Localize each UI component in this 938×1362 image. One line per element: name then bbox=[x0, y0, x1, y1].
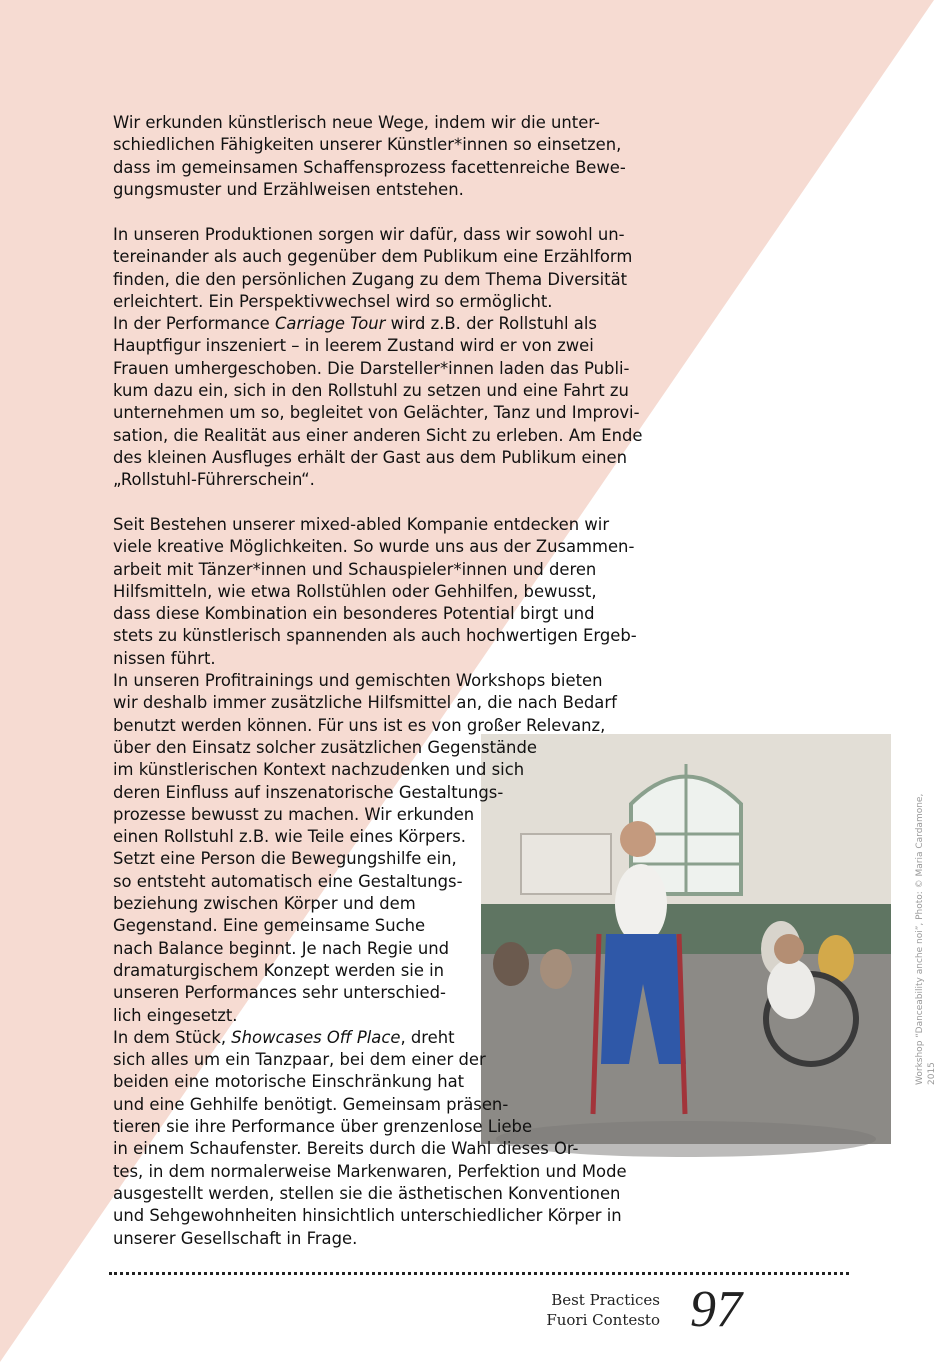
performance-title-carriage-tour: Carriage Tour bbox=[274, 314, 386, 334]
footer-line-1: Best Practices bbox=[551, 1291, 660, 1309]
footer-line-2: Fuori Contesto bbox=[546, 1311, 660, 1329]
performance-title-showcases-off-place: Showcases Off Place bbox=[231, 1027, 401, 1047]
paragraph-1: Wir erkunden künstlerisch neue Wege, indem wir die unter- schiedlichen Fähigkeiten unserer Künstler*innen so einsetzen, dass im gemeinsamen Schaffensprozess facettenreiche Bewe- gungsmuster und Erzählweisen entstehen. bbox=[113, 113, 626, 199]
paragraph-3: Seit Bestehen unserer mixed-abled Kompanie entdecken wir viele kreative Möglichkeiten. So wurde uns aus der Zusammen- arbeit mit Tänzer*innen und Schauspieler*innen und deren Hilfsmitteln, wie etwa Rollstühlen oder Gehhilfen, bewusst, dass diese Kombination ein besonderes Potential birgt und stets zu künstlerisch spannenden als auch hochwertigen Ergeb- nissen führt. In unseren Profitrainings und gemischten Workshops bieten wir deshalb immer zusätzliche Hilfsmittel an, die nach Bedarf benutzt werden können. Für uns ist es von großer Relevanz, über den Einsatz solcher zusätzlichen Gegenstände im künstlerischen Kontext nachzudenken und sich deren Einfluss auf inszenatorische Gestaltungs- prozesse bewusst zu machen. Wir erkunden einen Rollstuhl z.B. wie Teile eines Körpers. Setzt eine Person die Bewegungshilfe ein, so entsteht automatisch eine Gestaltungs- beziehung zwischen Körper und dem Gegenstand. Eine gemeinsame Suche nach Balance beginnt. Je nach Regie und dramaturgischem Konzept werden sie in unseren Performances sehr unterschied- lich eingesetzt. In dem Stück, Showcases Off Place, dreht sich alles um ein Tanzpaar, bei dem einer der beiden eine motorische Einschränkung hat und eine Gehhilfe benötigt. Gemeinsam präsen- tieren sie ihre Performance über grenzenlose Liebe in einem Schaufenster. Bereits durch die Wahl dieses Or- tes, in dem normalerweise Markenwaren, Perfektion und Mode ausgestellt werden, stellen sie die ästhetischen Konventionen und Sehgewohnheiten hinsichtlich unterschiedlicher Körper in unserer Gesellschaft in Frage. bbox=[113, 515, 637, 1248]
photo-credit: Workshop “Danceability anche noi”, Photo: © Maria Cardamone, 2015 bbox=[915, 793, 937, 1085]
paragraph-2: In unseren Produktionen sorgen wir dafür, dass wir sowohl un- tereinander als auch gegenüber dem Publikum eine Erzählform finden, die den persönlichen Zugang zu dem Thema Diversität erleichtert. Ein Perspektivwechsel wird so ermöglicht. In der Performance Carriage Tour wird z.B. der Rollstuhl als Hauptfigur inszeniert – in leerem Zustand wird er von zwei Frauen umhergeschoben. Die Darsteller*innen laden das Publi- kum dazu ein, sich in den Rollstuhl zu setzen und eine Fahrt zu unternehmen um so, begleitet von Gelächter, Tanz und Improvi- sation, die Realität aus einer anderen Sicht zu erleben. Am Ende des kleinen Ausfluges erhält der Gast aus dem Publikum einen „Rollstuhl-Führerschein“. bbox=[113, 225, 643, 490]
page-number: 97 bbox=[690, 1281, 742, 1338]
footer-publication-title bbox=[546, 1290, 660, 1330]
footer-divider bbox=[109, 1272, 849, 1275]
